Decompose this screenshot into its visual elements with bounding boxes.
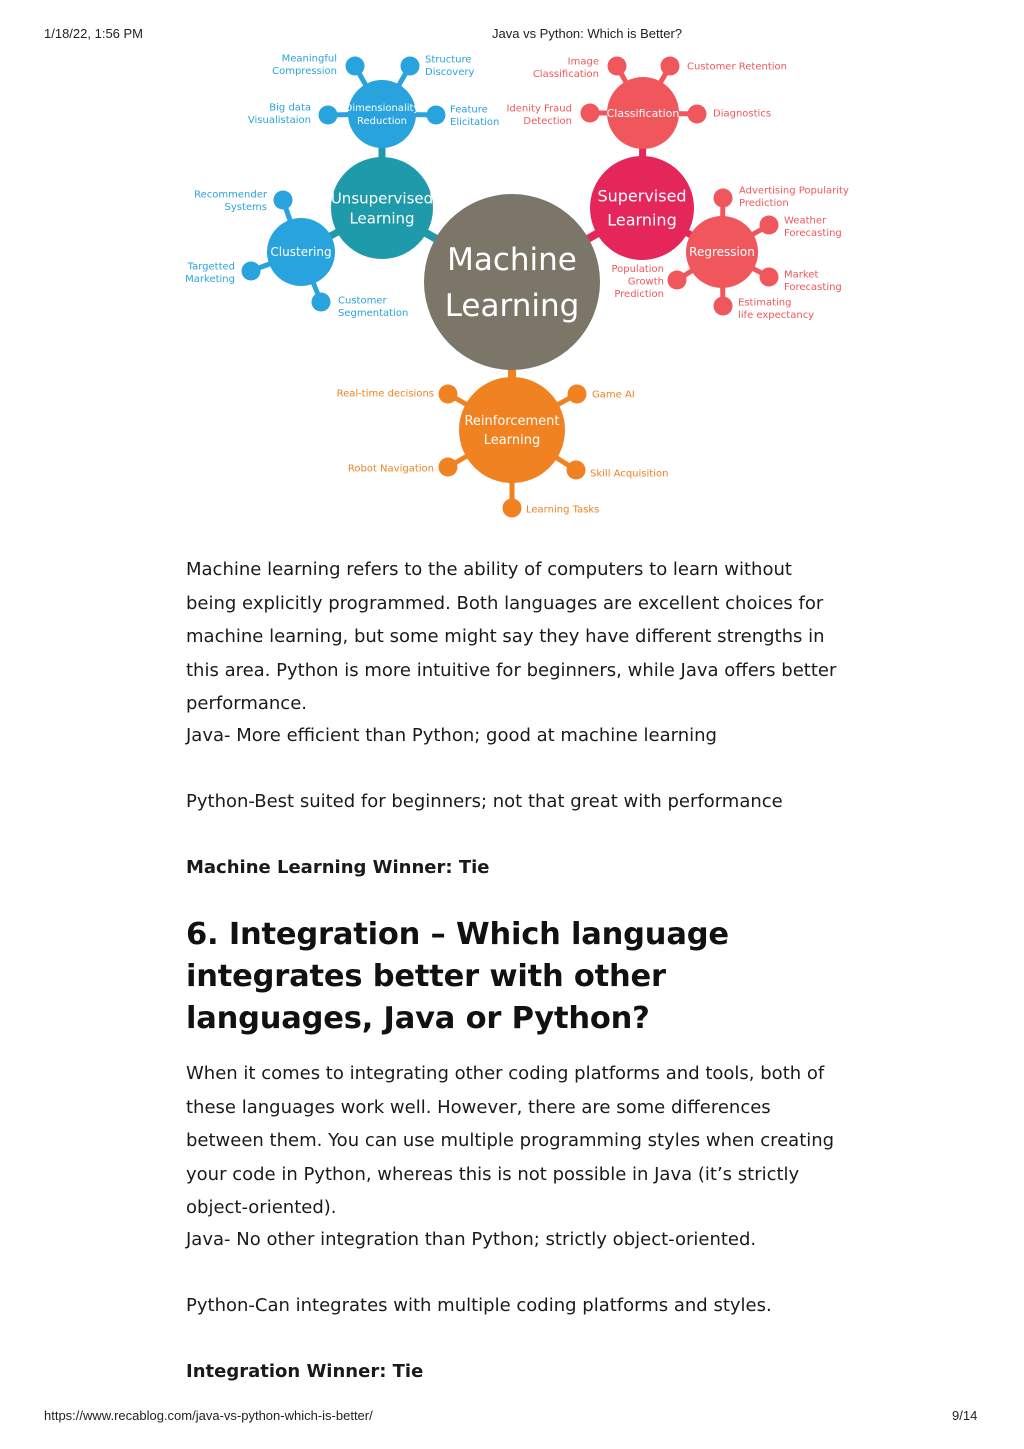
leaf-recommender-systems-dot (274, 191, 293, 210)
leaf-customer-retention-label: Customer Retention (687, 61, 787, 73)
paragraph-ml-intro: Machine learning refers to the ability of computers to learn without being explicitly programmed. Both languages are excellent choices for machine learning, but some might say they have different strengths in this area. Python is more intuitive for beginners, while Java offers better performance. (186, 559, 837, 714)
hub-reinforcement-learning-node (459, 377, 565, 483)
leaf-targetted-marketing-label: Targetted Marketing (185, 261, 235, 285)
leaf-real-time-decisions-dot (439, 385, 458, 404)
leaf-estimating-life-expectancy-dot (714, 297, 733, 316)
paragraph-python-integration: Python-Can integrates with multiple coding platforms and styles. (186, 1295, 772, 1316)
paragraph-python-ml: Python-Best suited for beginners; not that great with performance (186, 791, 783, 812)
print-url: https://www.recablog.com/java-vs-python-which-is-better/ (44, 1408, 373, 1423)
hub-unsupervised-learning-node (331, 157, 433, 259)
leaf-population-growth-dot (668, 271, 687, 290)
leaf-robot-navigation-dot (439, 458, 458, 477)
hub-reinforcement-learning-label: Reinforcement Learning (464, 414, 560, 449)
leaf-feature-elicitation-dot (427, 106, 446, 125)
paragraph-integration-intro: When it comes to integrating other coding platforms and tools, both of these languages work well. However, there are some differences between them. You can use multiple programming styles when creating your code in Python, whereas this is not possible in Java (it’s strictly object-oriented). (186, 1063, 835, 1218)
hub-clustering-label: Clustering (270, 245, 332, 260)
hub-dimensionality-reduction-label: Dimensionality Reduction (344, 103, 420, 127)
leaf-population-growth-label: Population Growth Prediction (611, 264, 664, 300)
ml-winner: Machine Learning Winner: Tie (186, 857, 490, 878)
leaf-structure-discovery-label: Structure Discovery (425, 54, 475, 78)
leaf-robot-navigation-label: Robot Navigation (347, 463, 434, 475)
leaf-recommender-systems-label: Recommender Systems (194, 189, 267, 213)
hub-dimensionality-reduction-node (348, 80, 416, 148)
leaf-weather-forecasting-label: Weather Forecasting (784, 215, 842, 239)
leaf-customer-retention-dot (661, 57, 680, 76)
leaf-weather-forecasting-dot (760, 216, 779, 235)
leaf-learning-tasks-label: Learning Tasks (526, 504, 600, 516)
leaf-meaningful-compression-dot (346, 57, 365, 76)
leaf-feature-elicitation-label: Feature Elicitation (450, 104, 500, 128)
leaf-big-data-visualisation-dot (319, 106, 338, 125)
print-page-title: Java vs Python: Which is Better? (492, 26, 683, 41)
leaf-advertising-popularity-dot (714, 189, 733, 208)
leaf-customer-segmentation-label: Customer Segmentation (338, 295, 409, 319)
leaf-market-forecasting-label: Market Forecasting (784, 269, 842, 293)
paragraph-java-ml: Java- More efficient than Python; good at machine learning (186, 725, 717, 746)
hub-unsupervised-learning-label: Unsupervised Learning (330, 189, 434, 228)
hub-machine-learning-label: Machine Learning (444, 241, 580, 324)
leaf-image-classification-dot (608, 57, 627, 76)
print-page-number: 9/14 (952, 1408, 978, 1423)
leaf-meaningful-compression-label: Meaningful Compression (272, 53, 337, 77)
leaf-estimating-life-expectancy-label: Estimating life expectancy (738, 297, 815, 321)
hub-machine-learning-node (424, 194, 600, 370)
leaf-big-data-visualisation-label: Big data Visualistaion (247, 102, 311, 126)
leaf-market-forecasting-dot (760, 268, 779, 287)
hub-supervised-learning-node (590, 156, 694, 260)
leaf-image-classification-label: Image Classification (532, 56, 599, 80)
machine-learning-mindmap (0, 0, 1024, 530)
paragraph-java-integration: Java- No other integration than Python; strictly object-oriented. (186, 1229, 757, 1250)
print-datetime: 1/18/22, 1:56 PM (44, 26, 144, 41)
hub-regression-label: Regression (689, 245, 755, 260)
leaf-diagnostics-dot (688, 105, 707, 124)
leaf-game-ai-dot (568, 385, 587, 404)
integration-winner: Integration Winner: Tie (186, 1361, 424, 1382)
hub-classification-label: Classification (606, 106, 680, 120)
leaf-identity-fraud-detection-dot (581, 104, 600, 123)
section-heading-integration: 6. Integration – Which language integrates better with other languages, Java or Python? (186, 917, 729, 1036)
leaf-customer-segmentation-dot (312, 293, 331, 312)
leaf-game-ai-label: Game AI (592, 389, 635, 401)
leaf-learning-tasks-dot (503, 499, 522, 518)
leaf-targetted-marketing-dot (242, 262, 261, 281)
hub-supervised-learning-label: Supervised Learning (597, 186, 687, 230)
leaf-real-time-decisions-label: Real-time decisions (336, 388, 434, 400)
leaf-diagnostics-label: Diagnostics (713, 108, 772, 120)
leaf-skill-acquisition-label: Skill Acquisition (590, 468, 669, 480)
leaf-identity-fraud-detection-label: Idenity Fraud Detection (506, 103, 572, 127)
leaf-advertising-popularity-label: Advertising Popularity Prediction (739, 185, 849, 209)
leaf-skill-acquisition-dot (567, 461, 586, 480)
leaf-structure-discovery-dot (401, 57, 420, 76)
